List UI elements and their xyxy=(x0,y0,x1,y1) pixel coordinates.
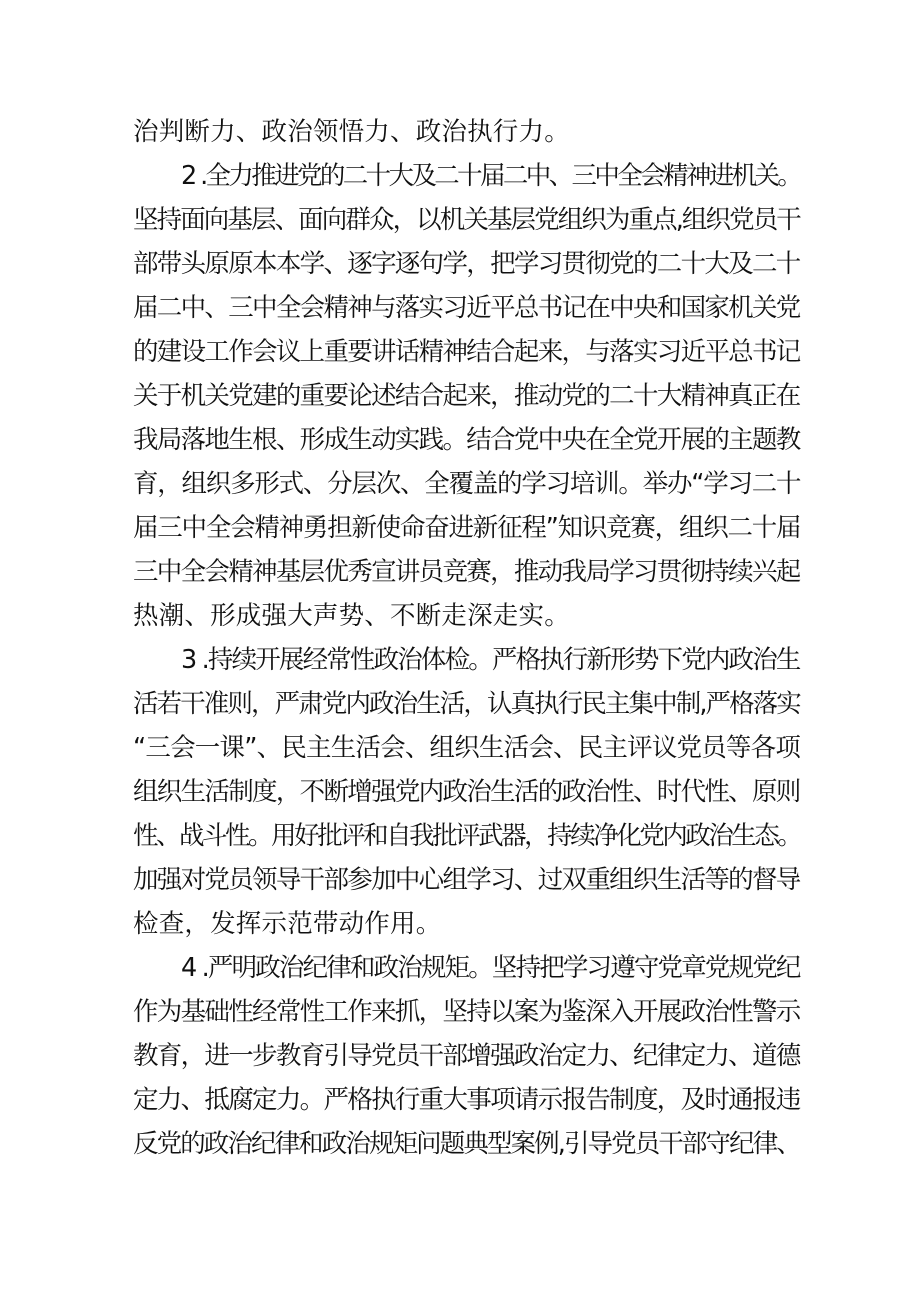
text-line: 我局落地生根、形成生动实践。结合党中央在全党开展的主题教 xyxy=(133,425,800,455)
text-line: 定力、抵腐定力。严格执行重大事项请示报告制度，及时通报违 xyxy=(133,1085,800,1115)
text-line: 届三中全会精神勇担新使命奋进新征程”知识竞赛，组织二十届 xyxy=(133,513,801,543)
text-line: 治判断力、政治领悟力、政治执行力。 xyxy=(133,117,570,147)
section-4-heading-line: 4 .严明政治纪律和政治规矩。坚持把学习遵守党章党规党纪 xyxy=(181,953,800,983)
text-line: 关于机关党建的重要论述结合起来，推动党的二十大精神真正在 xyxy=(133,381,800,411)
text-line: 教育，进一步教育引导党员干部增强政治定力、纪律定力、道德 xyxy=(133,1041,800,1071)
text-line: 的建设工作会议上重要讲话精神结合起来，与落实习近平总书记 xyxy=(133,337,800,367)
section-3-heading-line: 3 .持续开展经常性政治体检。严格执行新形势下党内政治生 xyxy=(181,645,800,675)
text-line: 三中全会精神基层优秀宣讲员竞赛，推动我局学习贯彻持续兴起 xyxy=(133,557,800,587)
section-2-heading-line: 2 .全力推进党的二十大及二十届二中、三中全会精神进机关。 xyxy=(181,161,801,191)
text-line: 组织生活制度，不断增强党内政治生活的政治性、时代性、原则 xyxy=(133,777,800,807)
text-line: 届二中、三中全会精神与落实习近平总书记在中央和国家机关党 xyxy=(133,293,800,323)
text-line: “三会一课”、民主生活会、组织生活会、民主评议党员等各项 xyxy=(133,733,801,763)
text-line: 检查，发挥示范带动作用。 xyxy=(133,909,442,939)
text-line: 反党的政治纪律和政治规矩问题典型案例,引导党员干部守纪律、 xyxy=(133,1129,800,1159)
text-line: 热潮、形成强大声势、不断走深走实。 xyxy=(133,601,570,631)
text-line: 育，组织多形式、分层次、全覆盖的学习培训。举办“学习二十 xyxy=(133,469,801,499)
text-line: 活若干准则，严肃党内政治生活，认真执行民主集中制,严格落实 xyxy=(133,689,800,719)
text-line: 加强对党员领导干部参加中心组学习、过双重组织生活等的督导 xyxy=(133,865,800,895)
text-line: 作为基础性经常性工作来抓，坚持以案为鉴深入开展政治性警示 xyxy=(133,997,800,1027)
text-line: 坚持面向基层、面向群众，以机关基层党组织为重点,组织党员干 xyxy=(133,205,800,235)
text-line: 部带头原原本本学、逐字逐句学，把学习贯彻党的二十大及二十 xyxy=(133,249,800,279)
text-line: 性、战斗性。用好批评和自我批评武器，持续净化党内政治生态。 xyxy=(133,821,801,851)
